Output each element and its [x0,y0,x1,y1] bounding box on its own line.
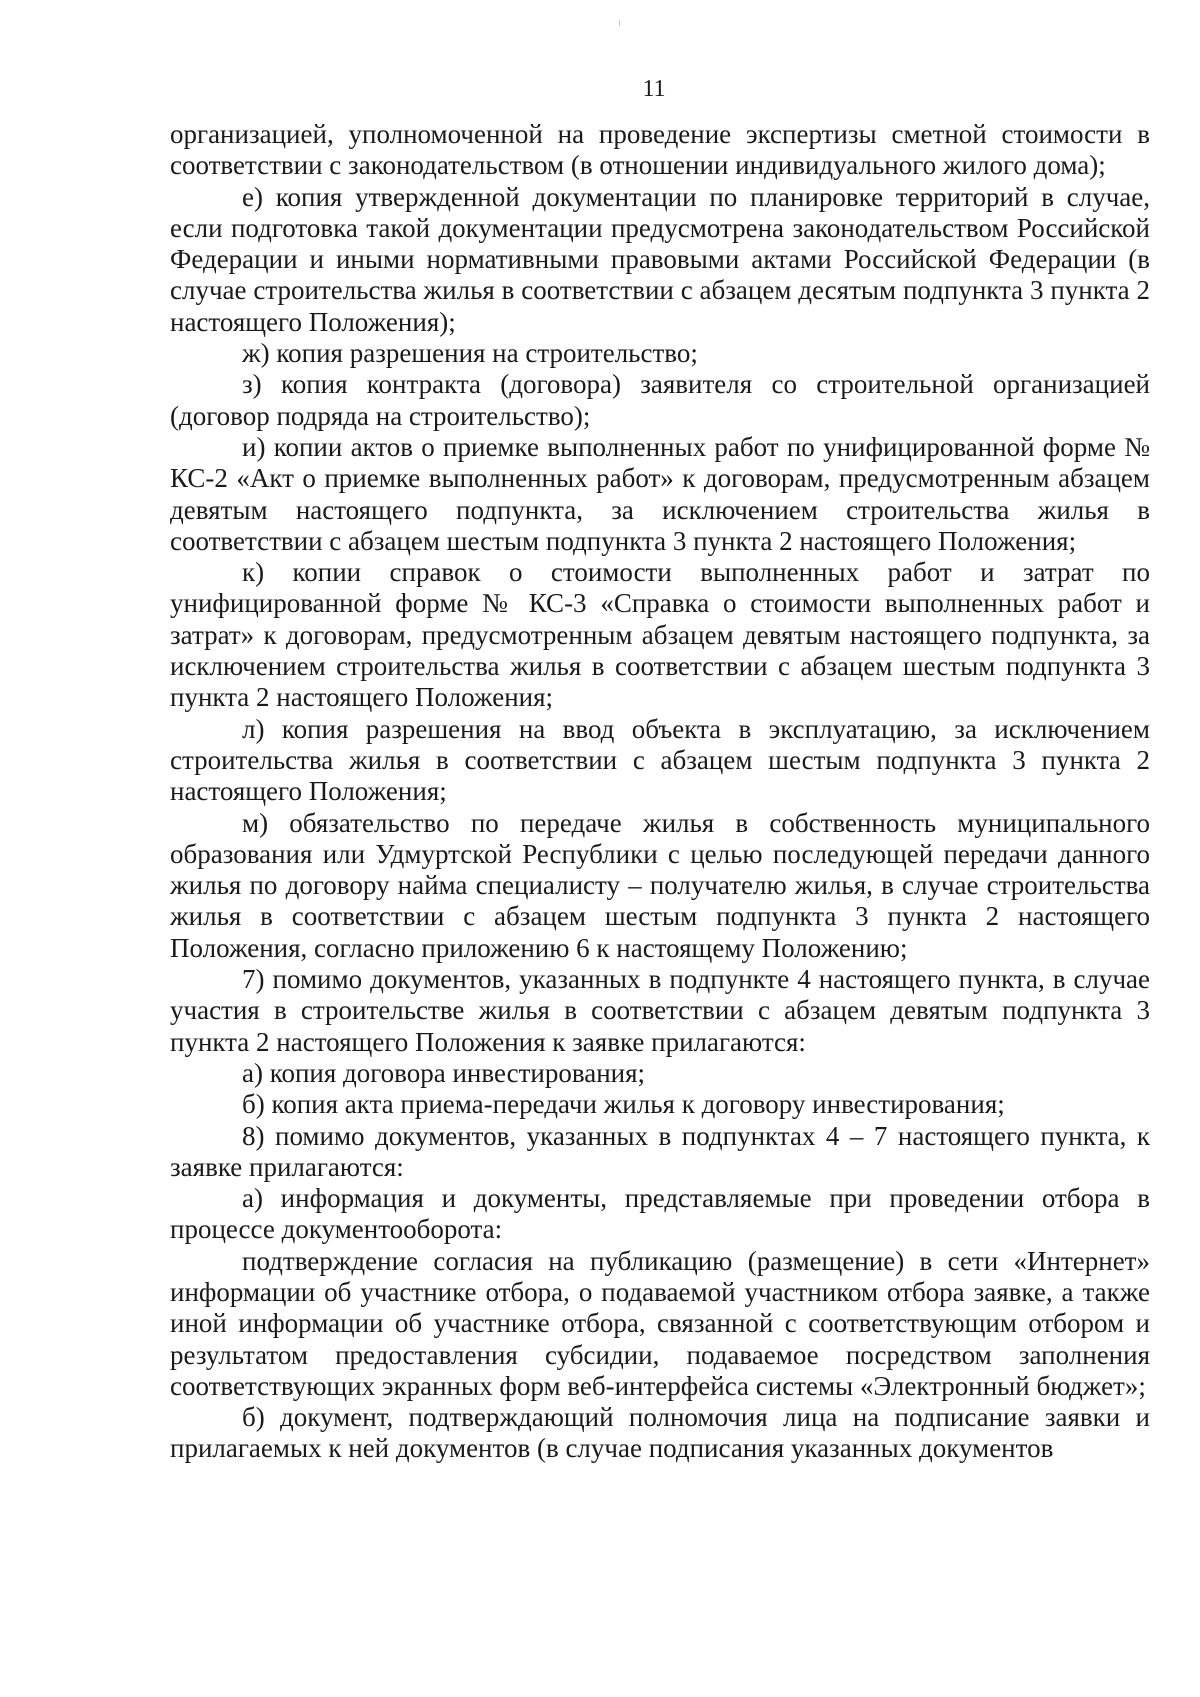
page-number: 11 [642,76,666,102]
paragraph-subpoint-7-a: а) копия договора инвестирования; [242,1057,646,1088]
paragraph-item-zh: ж) копия разрешения на строительство; [242,338,698,369]
paragraph-item-e: е) копия утвержденной документации по планировке территорий в случае, если подготовка такой документации предусмотрена законодательством Российской Федерации и иными нормативными правовыми актами Российской Федерации (в случае строительства жилья в соответствии с абзацем десятым подпункта 3 пункта 2 настоящего Положения); [170,181,1150,337]
scan-artifact [619,20,620,26]
paragraph-subpoint-7-b: б) копия акта приема-передачи жилья к договору инвестирования; [242,1089,1005,1120]
paragraph-item-i: и) копии актов о приемке выполненных работ по унифицированной форме № КС-2 «Акт о приемке выполненных работ» к договорам, предусмотренным абзацем девятым настоящего подпункта, за исключением строительства жилья в соответствии с абзацем шестым подпункта 3 пункта 2 настоящего Положения; [170,431,1150,556]
paragraph-continuation: организацией, уполномоченной на проведение экспертизы сметной стоимости в соответствии с законодательством (в отношении индивидуального жилого дома); [170,119,1150,181]
paragraph-subpoint-8-a: а) информация и документы, представляемые при проведении отбора в процессе документооборота: [170,1183,1150,1245]
paragraph-item-l: л) копия разрешения на ввод объекта в эксплуатацию, за исключением строительства жилья в соответствии с абзацем шестым подпункта 3 пункта 2 настоящего Положения; [170,713,1150,807]
paragraph-subpoint-8: 8) помимо документов, указанных в подпунктах 4 – 7 настоящего пункта, к заявке прилагаются: [170,1120,1150,1182]
document-body [170,119,1150,1465]
paragraph-subpoint-7: 7) помимо документов, указанных в подпункте 4 настоящего пункта, в случае участия в строительстве жилья в соответствии с абзацем девятым подпункта 3 пункта 2 настоящего Положения к заявке прилагаются: [170,964,1150,1057]
paragraph-consent: подтверждение согласия на публикацию (размещение) в сети «Интернет» информации об участнике отбора, о подаваемой участником отбора заявке, а также иной информации об участнике отбора, связанной с соответствующим отбором и результатом предоставления субсидии, подаваемое посредством заполнения соответствующих экранных форм веб-интерфейса системы «Электронный бюджет»; [170,1245,1150,1401]
paragraph-subpoint-8-b: б) документ, подтверждающий полномочия лица на подписание заявки и прилагаемых к ней документов (в случае подписания указанных документов [170,1402,1150,1464]
paragraph-item-k: к) копии справок о стоимости выполненных работ и затрат по унифицированной форме № КС-3 «Справка о стоимости выполненных работ и затрат» к договорам, предусмотренным абзацем девятым настоящего подпункта, за исключением строительства жилья в соответствии с абзацем шестым подпункта 3 пункта 2 настоящего Положения; [170,557,1150,713]
paragraph-item-z: з) копия контракта (договора) заявителя со строительной организацией (договор подряда на строительство); [170,369,1150,431]
paragraph-item-m: м) обязательство по передаче жилья в собственность муниципального образования или Удмуртской Республики с целью последующей передачи данного жилья по договору найма специалисту – получателю жилья, в случае строительства жилья в соответствии с абзацем шестым подпункта 3 пункта 2 настоящего Положения, согласно приложению 6 к настоящему Положению; [170,807,1150,963]
